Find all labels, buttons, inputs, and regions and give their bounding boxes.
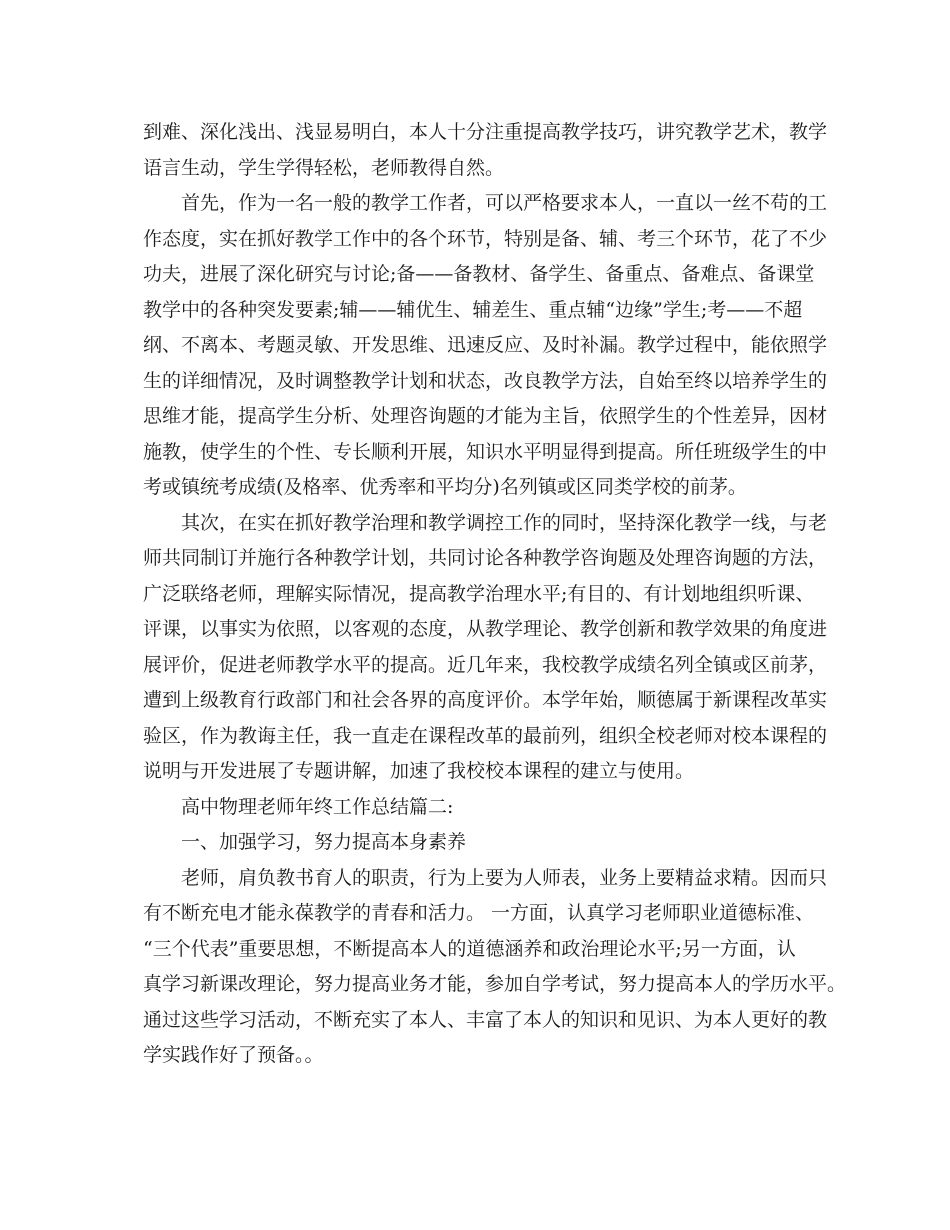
text-line: 到难、深化浅出、浅显易明白，本人十分注重提高教学技巧，讲究教学艺术，教学 [143,121,828,143]
text-line: 首先，作为一名一般的教学工作者，可以严格要求本人，一直以一丝不苟的工 [181,192,828,214]
text-line: “三个代表”重要思想，不断提高本人的道德涵养和政治理论水平;另一方面，认 [143,937,796,960]
document-body [143,115,847,1074]
text-line: 高中物理老师年终工作总结篇二: [181,795,454,818]
text-line: 功夫，进展了深化研究与讨论;备——备教材、备学生、备重点、备难点、备课堂 [143,263,815,285]
text-line: 作态度，实在抓好教学工作中的各个环节，特别是备、辅、考三个环节，花了不少 [143,227,828,250]
text-line: 考或镇统考成绩(及格率、优秀率和平均分)名列镇或区同类学校的前茅。 [143,476,747,498]
text-line: 学实践作好了预备。。 [143,1044,324,1066]
text-line: 展评价，促进老师教学水平的提高。近几年来，我校教学成绩名列全镇或区前茅， [143,653,828,676]
text-line: 验区，作为教诲主任，我一直走在课程改革的最前列，组织全校老师对校本课程的 [143,724,828,747]
text-line: 思维才能，提高学生分析、处理咨询题的才能为主旨，依照学生的个性差异，因材 [143,405,828,427]
text-line: 评课，以事实为依照，以客观的态度，从教学理论、教学创新和教学效果的角度进 [143,618,828,640]
text-line: 通过这些学习活动，不断充实了本人、丰富了本人的知识和见识、为本人更好的教 [143,1008,828,1031]
text-line: 其次，在实在抓好教学治理和教学调控工作的同时，坚持深化教学一线，与老 [181,511,828,534]
text-line: 生的详细情况，及时调整教学计划和状态，改良教学方法，自始至终以培养学生的 [143,369,828,392]
text-line: 一、加强学习，努力提高本身素养 [181,831,467,853]
text-line: 遭到上级教育行政部门和社会各界的高度评价。本学年始，顺德属于新课程改革实 [143,689,828,711]
text-line: 真学习新课改理论，努力提高业务才能，参加自学考试，努力提高本人的学历水平。 [143,973,847,995]
text-line: 师共同制订并施行各种教学计划，共同讨论各种教学咨询题及处理咨询题的方法， [143,547,828,569]
text-line: 广泛联络老师，理解实际情况，提高教学治理水平;有目的、有计划地组织听课、 [143,582,815,605]
text-line: 有不断充电才能永葆教学的青春和活力。 一方面，认真学习老师职业道德标准、 [143,902,815,924]
text-line: 老师，肩负教书育人的职责，行为上要为人师表，业务上要精益求精。因而只 [181,866,828,889]
text-line: 施教，使学生的个性、专长顺利开展，知识水平明显得到提高。所任班级学生的中 [143,440,828,463]
text-line: 教学中的各种突发要素;辅——辅优生、辅差生、重点辅“边缘”学生;考——不超 [143,298,803,321]
text-line: 纲、不离本、考题灵敏、开发思维、迅速反应、及时补漏。教学过程中，能依照学 [143,334,828,356]
text-line: 说明与开发进展了专题讲解，加速了我校校本课程的建立与使用。 [143,760,695,782]
text-line: 语言生动，学生学得轻松，老师教得自然。 [143,156,505,179]
